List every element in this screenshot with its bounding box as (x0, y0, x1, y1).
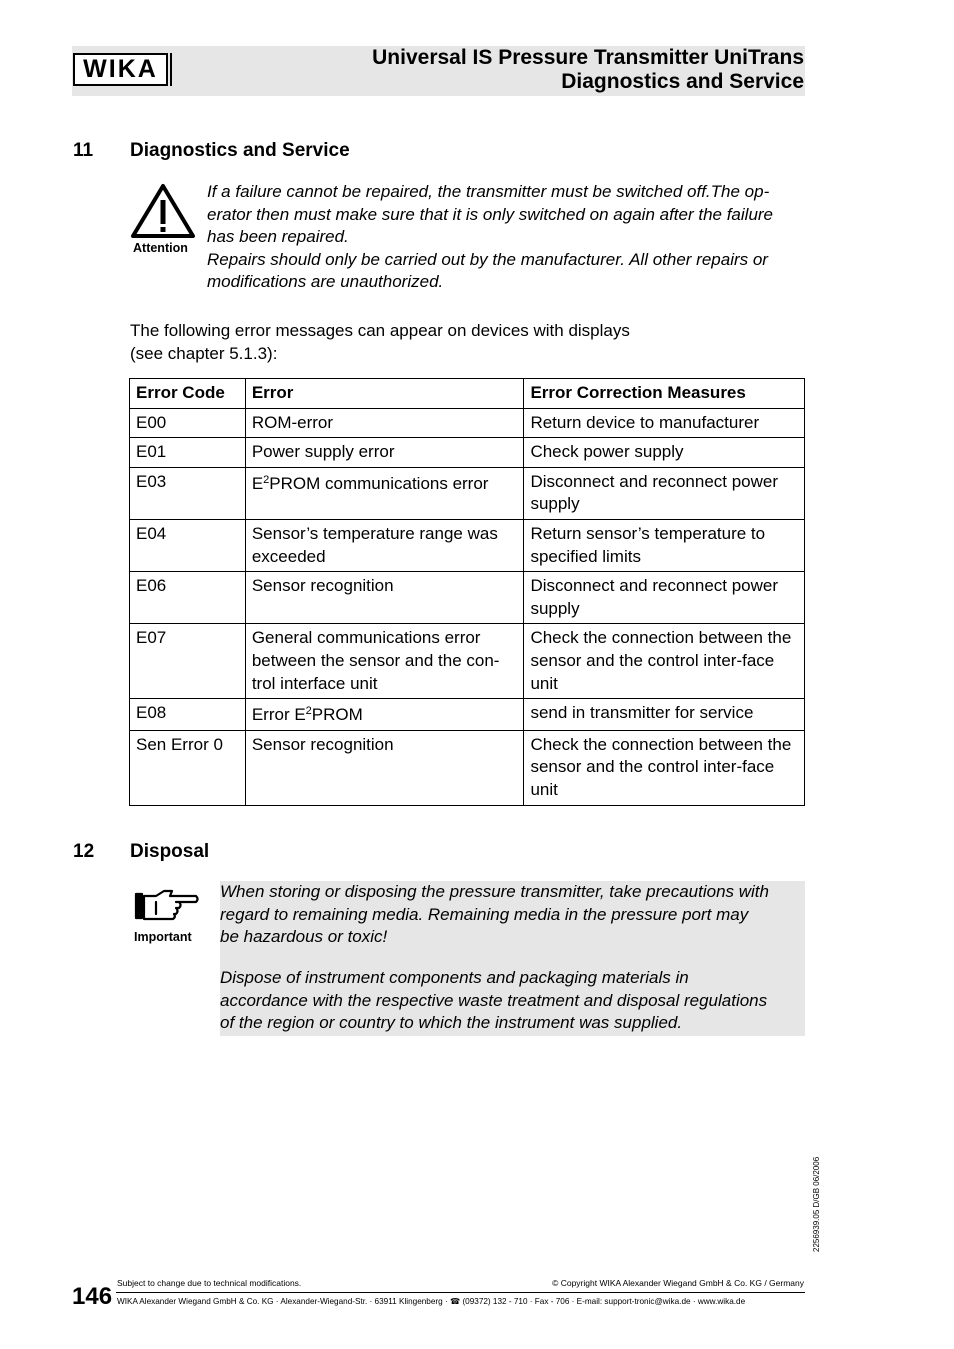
measure-cell: Check the connection between the sensor and the control inter-face unit (524, 624, 805, 699)
error-cell: General communications error between the sensor and the con-trol interface unit (245, 624, 524, 699)
table-row (130, 438, 805, 468)
error-code-cell: E08 (130, 699, 246, 731)
disposal-line: Dispose of instrument components and packaging materials in (220, 968, 689, 987)
section-12-number: 12 (73, 841, 95, 862)
error-text-post: PROM (311, 705, 363, 725)
disposal-line: regard to remaining media. Remaining media in the pressure port may (220, 904, 749, 924)
disposal-line: of the region or country to which the instrument was supplied. (220, 1013, 683, 1033)
section-11-title: Diagnostics and Service (130, 140, 350, 161)
intro-line: The following error messages can appear on devices with displays (130, 321, 630, 340)
important-label: Important (134, 930, 192, 944)
disposal-line: be hazardous or toxic! (220, 927, 388, 947)
page-number: 146 (72, 1283, 113, 1310)
measure-cell: Return device to manufacturer (524, 408, 805, 438)
error-text-post: PROM communications error (269, 473, 489, 493)
disposal-line: When storing or disposing the pressure transmitter, take precautions with (220, 882, 769, 901)
footer-divider (116, 1292, 805, 1293)
page-header-title (372, 46, 804, 94)
warning-line: erator then must make sure that it is only switched on again after the failure (207, 204, 774, 224)
error-code-cell: E03 (130, 467, 246, 519)
table-row (130, 572, 805, 624)
warning-line: Repairs should only be carried out by the manufacturer. All other repairs or (207, 249, 768, 269)
measure-cell: Disconnect and reconnect power supply (524, 572, 805, 624)
copyright-note: © Copyright WIKA Alexander Wiegand GmbH & Co. KG / Germany (552, 1278, 804, 1288)
error-code-table (129, 378, 805, 806)
error-code-cell: E00 (130, 408, 246, 438)
warning-line: has been repaired. (207, 227, 349, 247)
attention-label: Attention (133, 241, 188, 255)
subject-to-change-note: Subject to change due to technical modifications. (117, 1278, 302, 1288)
error-cell: ROM-error (245, 408, 524, 438)
pointing-hand-icon (134, 888, 200, 924)
measure-cell: send in transmitter for service (524, 699, 805, 731)
error-cell: Power supply error (245, 438, 524, 468)
table-row (130, 624, 805, 699)
error-cell (245, 467, 524, 519)
intro-paragraph (130, 319, 630, 365)
superscript: 2 (263, 473, 270, 486)
column-header-measures: Error Correction Measures (524, 379, 805, 409)
column-header-error-code: Error Code (130, 379, 246, 409)
table-row (130, 467, 805, 519)
error-cell: Sensor recognition (245, 730, 524, 805)
table-header-row (130, 379, 805, 409)
error-text-pre: Error E (251, 705, 306, 725)
error-code-cell: E07 (130, 624, 246, 699)
measure-cell: Return sensor’s temperature to specified limits (524, 519, 805, 571)
superscript: 2 (305, 705, 312, 718)
disposal-paragraph-2 (220, 967, 810, 1035)
header-title-line2: Diagnostics and Service (561, 70, 804, 93)
header-title-line1: Universal IS Pressure Transmitter UniTrans (372, 46, 804, 69)
error-text-pre: E (251, 473, 264, 493)
disposal-line: accordance with the respective waste treatment and disposal regulations (220, 990, 768, 1010)
disposal-paragraph-1 (220, 881, 810, 949)
section-11-number: 11 (73, 140, 94, 161)
attention-warning-text (207, 181, 807, 294)
error-code-cell: E04 (130, 519, 246, 571)
table-row (130, 699, 805, 731)
wika-logo: WIKA (73, 53, 168, 86)
error-code-cell: E06 (130, 572, 246, 624)
warning-line: If a failure cannot be repaired, the transmitter must be switched off.The op- (207, 182, 770, 201)
table-row (130, 730, 805, 805)
error-cell (245, 699, 524, 731)
error-cell: Sensor recognition (245, 572, 524, 624)
table-row (130, 408, 805, 438)
error-cell: Sensor’s temperature range was exceeded (245, 519, 524, 571)
document-code: 2256939.05 D/GB 06/2006 (812, 1156, 821, 1252)
table-row (130, 519, 805, 571)
error-code-cell: E01 (130, 438, 246, 468)
section-12-title: Disposal (130, 841, 210, 862)
attention-warning-icon (130, 183, 196, 239)
measure-cell: Check power supply (524, 438, 805, 468)
column-header-error: Error (245, 379, 524, 409)
warning-line: modifications are unauthorized. (207, 272, 444, 292)
company-address: WIKA Alexander Wiegand GmbH & Co. KG · Alexander-Wiegand-Str. · 63911 Klingenberg · ☎ (09372) 132 - 710 · Fax - 706 · E-mail: support-tronic@wika.de · www.wika.de (117, 1297, 746, 1306)
measure-cell: Check the connection between the sensor and the control inter-face unit (524, 730, 805, 805)
measure-cell: Disconnect and reconnect power supply (524, 467, 805, 519)
error-code-cell: Sen Error 0 (130, 730, 246, 805)
intro-line: (see chapter 5.1.3): (130, 344, 278, 363)
